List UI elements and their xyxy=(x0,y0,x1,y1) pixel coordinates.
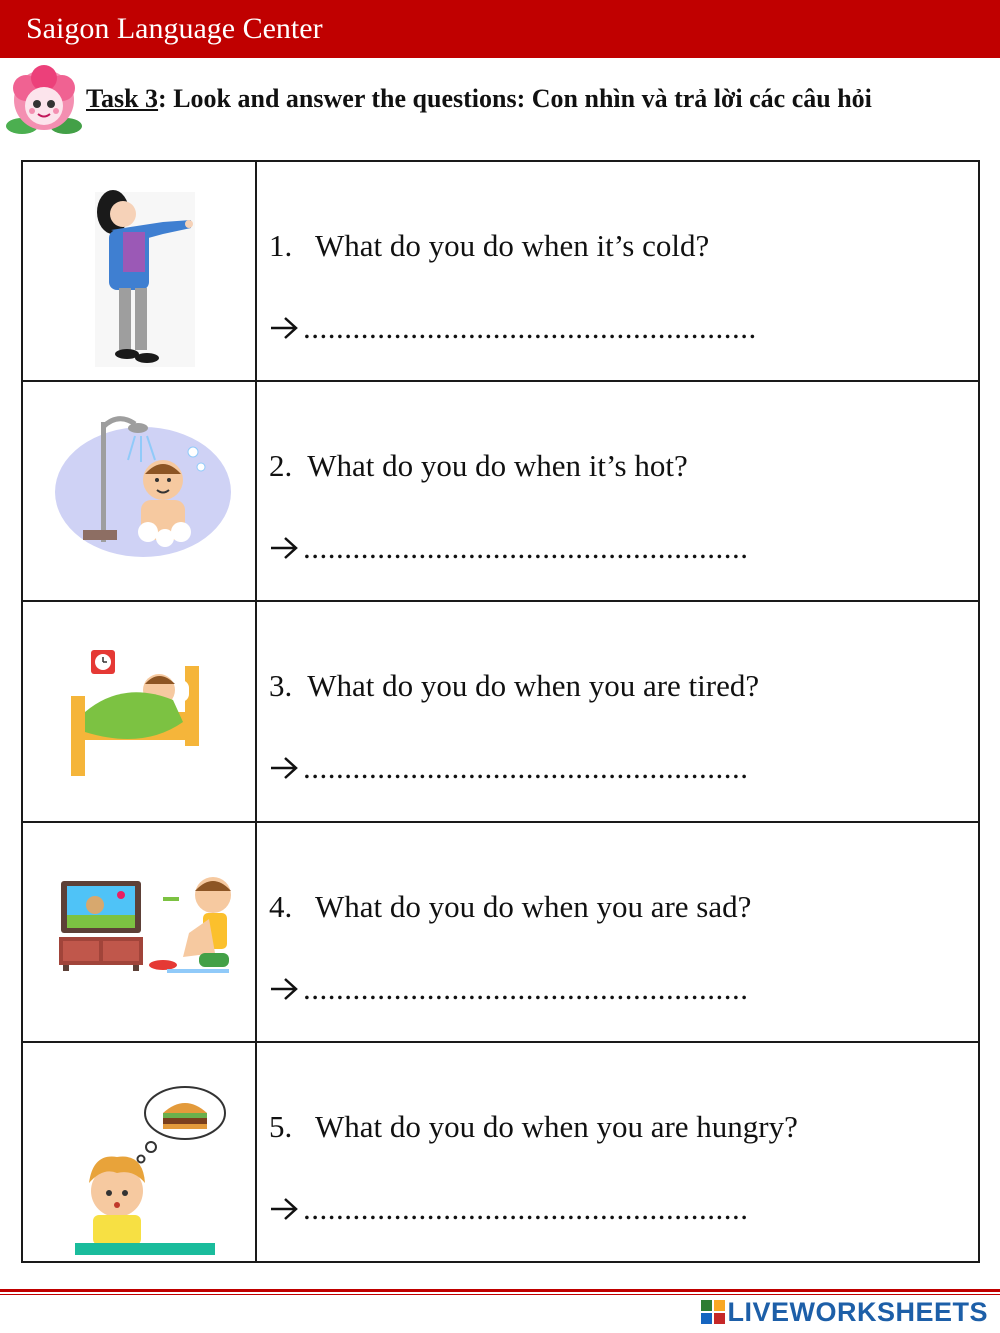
school-name: Saigon Language Center xyxy=(26,12,323,45)
question-text: 4. What do you do when you are sad? xyxy=(269,888,752,924)
question-cell xyxy=(256,822,979,1042)
worksheet-table xyxy=(21,160,980,1263)
table-row xyxy=(22,822,979,1042)
question-cell xyxy=(256,1042,979,1262)
question-cell xyxy=(256,161,979,381)
picture-cell xyxy=(22,822,256,1042)
flower-mascot-icon xyxy=(4,64,84,140)
header-bar xyxy=(0,0,1000,58)
answer-line[interactable] xyxy=(269,310,757,346)
boy-watching-tv-icon xyxy=(23,823,257,1043)
picture-cell xyxy=(22,1042,256,1262)
question-cell xyxy=(256,601,979,821)
question-cell xyxy=(256,381,979,601)
picture-cell xyxy=(22,601,256,821)
question-text: 2. What do you do when it’s hot? xyxy=(269,448,688,484)
liveworksheets-brand: LIVEWORKSHEETS xyxy=(727,1296,988,1327)
boy-taking-shower-icon xyxy=(23,382,257,602)
footer-divider-thin xyxy=(0,1294,1000,1295)
task-instruction xyxy=(86,84,996,114)
answer-line[interactable] xyxy=(269,971,749,1007)
arrow-right-icon xyxy=(269,973,301,1005)
question-text: 5. What do you do when you are hungry? xyxy=(269,1108,798,1144)
task-instruction-text: : Look and answer the questions: Con nhìn và trả lời các câu hỏi xyxy=(158,84,872,113)
arrow-right-icon xyxy=(269,1193,301,1225)
girl-shivering-cold-icon xyxy=(23,162,257,382)
task-label: Task 3 xyxy=(86,84,159,113)
arrow-right-icon xyxy=(269,312,301,344)
arrow-right-icon xyxy=(269,532,301,564)
table-row xyxy=(22,161,979,381)
answer-line[interactable] xyxy=(269,750,749,786)
table-row xyxy=(22,601,979,821)
footer-divider xyxy=(0,1289,1000,1292)
arrow-right-icon xyxy=(269,752,301,784)
answer-line[interactable] xyxy=(269,530,749,566)
answer-blank[interactable]: ...................................................... xyxy=(303,1190,749,1226)
answer-line[interactable] xyxy=(269,1191,749,1227)
question-text: 1. What do you do when it’s cold? xyxy=(269,228,710,263)
boy-thinking-of-burger-icon xyxy=(23,1043,257,1263)
picture-cell xyxy=(22,381,256,601)
question-text: 3. What do you do when you are tired? xyxy=(269,668,760,704)
answer-blank[interactable]: ....................................................... xyxy=(303,310,757,345)
boy-sleeping-in-bed-icon xyxy=(23,602,257,822)
liveworksheets-blocks-icon xyxy=(701,1300,725,1324)
answer-blank[interactable]: ...................................................... xyxy=(303,750,749,786)
table-row xyxy=(22,381,979,601)
answer-blank[interactable]: ...................................................... xyxy=(303,970,749,1006)
picture-cell xyxy=(22,161,256,381)
answer-blank[interactable]: ...................................................... xyxy=(303,530,749,566)
table-row xyxy=(22,1042,979,1262)
liveworksheets-logo[interactable] xyxy=(701,1296,988,1328)
